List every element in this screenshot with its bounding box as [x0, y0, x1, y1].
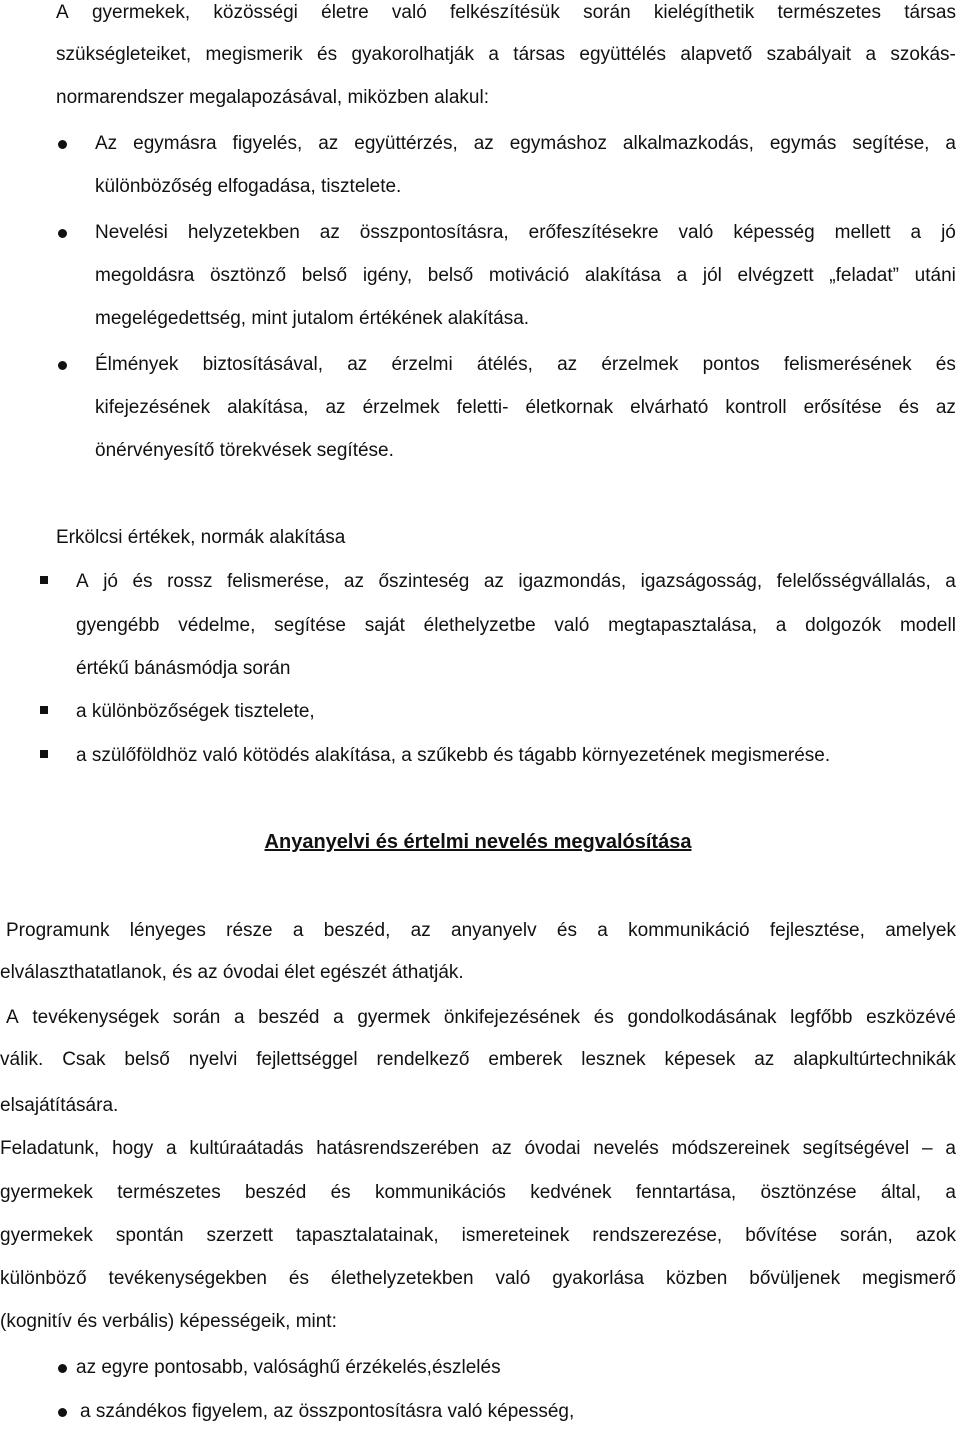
word: a: [775, 615, 787, 636]
word: a: [945, 571, 956, 592]
word: a: [488, 44, 499, 65]
word: való: [554, 615, 590, 636]
word: védelme,: [178, 615, 256, 636]
word: nevelés: [593, 1138, 659, 1159]
word: az: [319, 222, 340, 243]
word: dolgozók: [805, 615, 882, 636]
word: gyermekek,: [91, 2, 191, 23]
word: segítése,: [852, 133, 930, 154]
word: a: [233, 1007, 245, 1028]
word: beszéd,: [323, 920, 391, 941]
word: ösztönzése: [760, 1182, 857, 1203]
word: fejlettséggel: [256, 1049, 358, 1070]
word: tevékenységekben: [108, 1268, 267, 1289]
text-line: [0, 1269, 956, 1288]
word: és: [317, 44, 338, 65]
word: motiváció: [488, 265, 570, 286]
bullet-dot-icon: [58, 140, 67, 149]
word: élethelyzetbe: [423, 615, 536, 636]
word: és: [593, 1007, 614, 1028]
word: során: [583, 2, 631, 23]
word: és: [935, 354, 956, 375]
word: modell: [899, 615, 956, 636]
word: elvárható: [630, 397, 709, 418]
word: erőfeszítésekre: [528, 222, 659, 243]
word: az: [343, 571, 364, 592]
word: egymás: [769, 133, 837, 154]
word: a: [865, 44, 877, 65]
word: Csak: [62, 1049, 106, 1070]
text-line: a szándékos figyelem, az összpontosításra való képesség,: [80, 1401, 575, 1422]
word: rossz: [167, 571, 213, 592]
text-line: [76, 572, 956, 591]
word: gyermekek: [0, 1225, 93, 1246]
word: igazmondás,: [518, 571, 627, 592]
word: helyzetekben: [187, 222, 300, 243]
word: utáni: [914, 265, 956, 286]
word: életkornak: [525, 397, 614, 418]
word: közben: [666, 1268, 728, 1289]
word: alakítása: [584, 265, 661, 286]
word: egymáshoz: [509, 133, 607, 154]
text-line: [95, 266, 956, 285]
word: része: [226, 920, 273, 941]
section-title: Anyanyelvi és értelmi nevelés megvalósítása: [264, 831, 692, 853]
word: pontos: [702, 354, 760, 375]
word: való: [495, 1268, 531, 1289]
word: alapvető: [680, 44, 753, 65]
word: belső: [301, 265, 348, 286]
word: kultúraátadás: [189, 1138, 304, 1159]
word: hatásrendszerében: [316, 1138, 479, 1159]
word: „feladat”: [829, 265, 899, 286]
word: szükségleteiket,: [56, 44, 192, 65]
text-line: [0, 1226, 956, 1245]
word: önkifejezésének: [443, 1007, 581, 1028]
word: elvégzett: [737, 265, 814, 286]
text-line: önérvényesítő törekvések segítése.: [95, 440, 394, 461]
word: kommunikációs: [374, 1182, 506, 1203]
word: egymásra: [133, 133, 217, 154]
word: felismerésének: [783, 354, 912, 375]
word: a: [910, 222, 922, 243]
word: az: [935, 397, 956, 418]
word: képesség: [733, 222, 815, 243]
word: a: [292, 920, 304, 941]
word: átélés,: [476, 354, 533, 375]
word: fejlesztése,: [769, 920, 865, 941]
word: képesek: [664, 1049, 736, 1070]
word: Nevelési: [95, 222, 168, 243]
word: amelyek: [885, 920, 956, 941]
word: Programunk: [6, 920, 110, 941]
text-line: [0, 1183, 956, 1202]
word: szerzett: [206, 1225, 274, 1246]
word: szabályait: [766, 44, 852, 65]
text-line: elválaszthatatlanok, és az óvodai élet egészét áthatják.: [0, 962, 464, 983]
word: a: [597, 920, 608, 941]
word: az: [325, 397, 346, 418]
word: az: [347, 354, 368, 375]
text-line: értékű bánásmódja során: [76, 658, 291, 679]
word: természetes: [117, 1182, 221, 1203]
text-line: elsajátítására.: [0, 1095, 119, 1116]
word: jó: [103, 571, 118, 592]
word: jó: [941, 222, 956, 243]
word: anyanyelv: [451, 920, 537, 941]
text-line: az egyre pontosabb, valósághű érzékelés,észlelés: [76, 1357, 501, 1378]
word: kifejezésének: [95, 397, 211, 418]
word: felelősségvállalás,: [776, 571, 931, 592]
word: a: [676, 265, 688, 286]
word: a: [945, 133, 956, 154]
word: beszéd: [245, 1182, 307, 1203]
bullet-dot-icon: [58, 1364, 67, 1373]
word: –: [922, 1138, 933, 1159]
word: ismereteinek: [461, 1225, 570, 1246]
word: együttérzés,: [354, 133, 458, 154]
word: eszközévé: [866, 1007, 956, 1028]
word: való: [391, 2, 427, 23]
word: az: [473, 133, 494, 154]
word: azok: [915, 1225, 956, 1246]
text-line: [95, 355, 956, 374]
word: őszinteség: [378, 571, 470, 592]
text-line: [56, 45, 956, 64]
square-bullet-icon: [40, 750, 48, 758]
word: a: [945, 1182, 956, 1203]
word: bővüljenek: [749, 1268, 841, 1289]
text-line: (kognitív és verbális) képességeik, mint:: [0, 1311, 337, 1332]
text-line: megelégedettség, mint jutalom értékének alakítása.: [95, 308, 530, 329]
word: igény,: [362, 265, 413, 286]
text-line: [56, 3, 956, 22]
word: során: [172, 1007, 221, 1028]
word: Feladatunk,: [0, 1138, 100, 1159]
word: A: [56, 2, 69, 23]
word: óvodai: [524, 1138, 581, 1159]
word: a: [166, 1138, 177, 1159]
word: szokás-: [890, 44, 956, 65]
word: belső: [427, 265, 474, 286]
word: alakítása,: [227, 397, 309, 418]
word: gyermek: [357, 1007, 431, 1028]
word: az: [410, 920, 431, 941]
text-line: [6, 921, 956, 940]
word: megoldásra: [95, 265, 195, 286]
word: lényeges: [129, 920, 206, 941]
word: társas: [904, 2, 956, 23]
word: segítségével: [802, 1138, 910, 1159]
word: felismerése,: [226, 571, 330, 592]
subheading: Erkölcsi értékek, normák alakítása: [56, 527, 346, 548]
word: A: [76, 571, 89, 592]
word: együttélés: [579, 44, 667, 65]
bullet-dot-icon: [58, 229, 67, 238]
word: összpontosításra,: [359, 222, 509, 243]
word: közösségi: [213, 2, 298, 23]
text-line: [0, 1139, 956, 1158]
text-line: [95, 223, 956, 242]
word: rendszerezése,: [592, 1225, 723, 1246]
word: gyermekek: [0, 1182, 93, 1203]
word: legfőbb: [790, 1007, 853, 1028]
word: feletti-: [456, 397, 509, 418]
word: az: [754, 1049, 775, 1070]
text-line: normarendszer megalapozásával, miközben alakul:: [56, 87, 490, 108]
word: megismerik: [205, 44, 303, 65]
word: gyakorolhatják: [351, 44, 474, 65]
word: kommunikáció: [628, 920, 750, 941]
word: és: [898, 397, 919, 418]
word: a: [945, 1138, 956, 1159]
word: során,: [840, 1225, 893, 1246]
word: és: [132, 571, 153, 592]
word: Élmények: [95, 354, 179, 375]
word: természetes: [777, 2, 881, 23]
word: beszéd: [258, 1007, 320, 1028]
bullet-dot-icon: [58, 361, 67, 370]
text-line: a szülőföldhöz való kötödés alakítása, a szűkebb és tágabb környezetének megismerése.: [76, 745, 831, 766]
word: alkalmazkodás,: [622, 133, 754, 154]
word: biztosításával,: [202, 354, 324, 375]
word: gyengébb: [76, 615, 160, 636]
word: alapkultúrtechnikák: [793, 1049, 956, 1070]
text-line: a különbözőségek tisztelete,: [76, 701, 315, 722]
word: erősítése: [803, 397, 882, 418]
word: különböző: [0, 1268, 87, 1289]
word: nyelvi: [188, 1049, 238, 1070]
text-line: [95, 398, 956, 417]
bullet-dot-icon: [58, 1408, 67, 1417]
word: kielégíthetik: [653, 2, 755, 23]
text-line: különbözőség elfogadása, tisztelete.: [95, 176, 402, 197]
text-line: [76, 616, 956, 635]
word: hogy: [112, 1138, 154, 1159]
word: az: [491, 1138, 512, 1159]
word: megtapasztalása,: [608, 615, 757, 636]
word: kedvének: [530, 1182, 612, 1203]
text-line: [6, 1008, 956, 1027]
word: tapasztalatainak,: [296, 1225, 439, 1246]
word: ösztönző: [209, 265, 287, 286]
word: társas: [513, 44, 566, 65]
word: érzelmi: [391, 354, 453, 375]
word: igazságosság,: [640, 571, 763, 592]
word: felkészítésük: [450, 2, 560, 23]
word: bővítése: [745, 1225, 818, 1246]
word: gondolkodásának: [627, 1007, 777, 1028]
word: fenntartása,: [635, 1182, 737, 1203]
word: megismerő: [862, 1268, 956, 1289]
square-bullet-icon: [40, 706, 48, 714]
word: élethelyzetekben: [330, 1268, 474, 1289]
word: lesznek: [581, 1049, 646, 1070]
word: érzelmek: [362, 397, 440, 418]
word: érzelmek: [601, 354, 679, 375]
word: tevékenységek: [32, 1007, 160, 1028]
word: emberek: [488, 1049, 563, 1070]
word: az: [483, 571, 504, 592]
word: kontroll: [725, 397, 787, 418]
word: rendelkező: [376, 1049, 470, 1070]
word: a: [333, 1007, 344, 1028]
word: való: [678, 222, 714, 243]
word: jól: [702, 265, 722, 286]
text-line: [0, 1050, 956, 1069]
word: spontán: [115, 1225, 184, 1246]
word: gyakorlása: [552, 1268, 645, 1289]
word: és: [288, 1268, 309, 1289]
word: által,: [880, 1182, 922, 1203]
text-line: [95, 134, 956, 153]
word: módszereinek: [671, 1138, 790, 1159]
word: és: [556, 920, 577, 941]
word: életre: [321, 2, 369, 23]
word: segítése: [274, 615, 346, 636]
word: figyelés,: [232, 133, 303, 154]
word: mellett: [834, 222, 891, 243]
word: saját: [364, 615, 405, 636]
word: A: [6, 1007, 19, 1028]
word: Az: [95, 133, 118, 154]
word: az: [318, 133, 339, 154]
word: és: [330, 1182, 351, 1203]
word: válik.: [0, 1049, 44, 1070]
word: az: [557, 354, 578, 375]
square-bullet-icon: [40, 576, 48, 584]
word: belső: [124, 1049, 170, 1070]
